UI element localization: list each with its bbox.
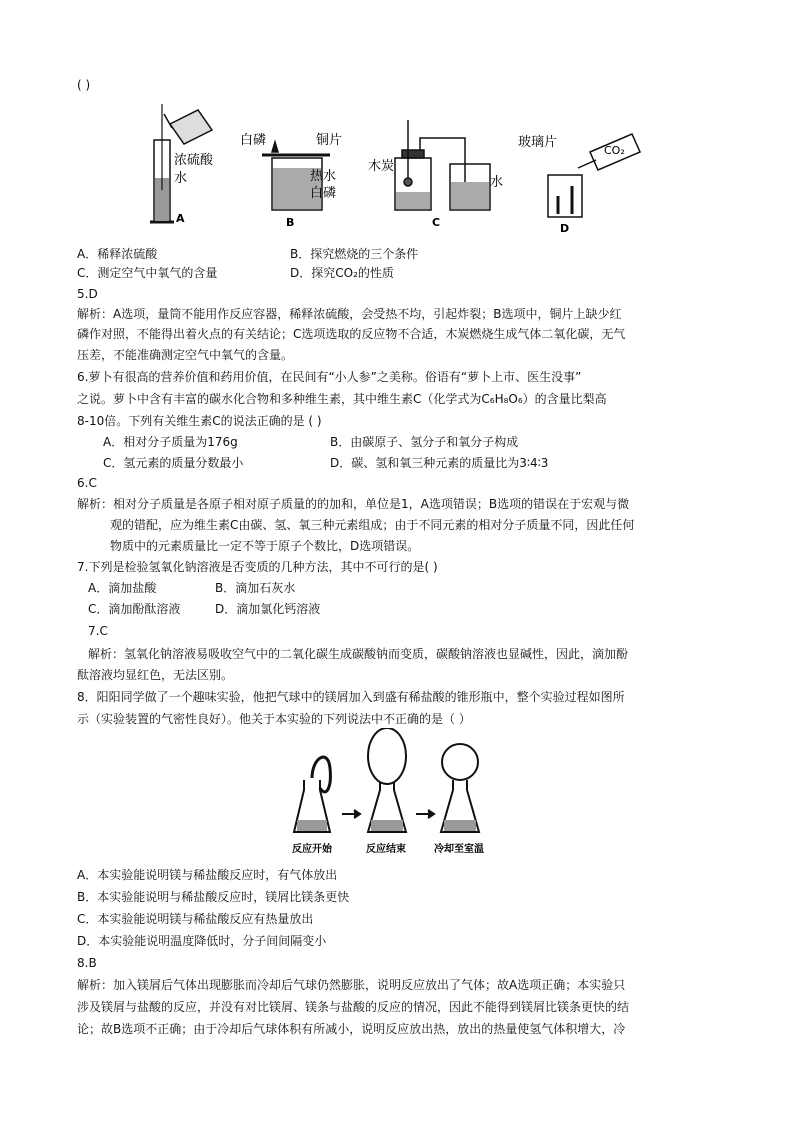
q7-answer: 7.C — [88, 624, 108, 638]
q8-analysis-line: 论；故B选项不正确；由于冷却后气球体积有所减小，说明反应放出热，放出的热量使氢气体积增大，冷 — [77, 1022, 626, 1036]
q8-answer: 8.B — [77, 956, 97, 970]
q8-stem-line: 示（实验装置的气密性良好）。他关于本实验的下列说法中不正确的是（ ） — [77, 712, 471, 726]
q6-analysis-line: 解析：相对分子质量是各原子相对原子质量的的加和，单位是1，A选项错误；B选项的错误在于宏观与微 — [77, 497, 630, 511]
q7-option-d: D．滴加氯化钙溶液 — [215, 602, 321, 616]
label-b-white-phosphorus-2: 白磷 — [310, 186, 337, 201]
q5-option-a: A．稀释浓硫酸 — [77, 247, 158, 261]
q7-analysis-line: 酞溶液均显红色，无法区别。 — [77, 668, 234, 682]
q5-analysis-line: 磷作对照，不能得出着火点的有关结论；C选项选取的反应物不合适，木炭燃烧生成气体二氧化碳，无气 — [77, 327, 626, 341]
label-d-co2: CO₂ — [604, 144, 625, 157]
label-b-letter: B — [286, 216, 295, 229]
label-reaction-start: 反应开始 — [292, 844, 332, 855]
q7-analysis-line: 解析：氢氧化钠溶液易吸收空气中的二氧化碳生成碳酸钠而变质，碳酸钠溶液也显碱性，因此，滴加酚 — [88, 647, 629, 661]
label-c-charcoal: 木炭 — [368, 159, 395, 174]
label-b-hot-water: 热水 — [310, 169, 337, 184]
q5-option-b: B．探究燃烧的三个条件 — [290, 247, 419, 261]
q7-option-c: C．滴加酚酞溶液 — [88, 602, 181, 616]
q8-option-a: A．本实验能说明镁与稀盐酸反应时，有气体放出 — [77, 868, 338, 882]
q6-analysis-line: 物质中的元素质量比一定不等于原子个数比，D选项错误。 — [110, 539, 420, 553]
q6-option-b: B．由碳原子、氢分子和氧分子构成 — [330, 435, 519, 449]
label-b-copper: 铜片 — [316, 133, 343, 148]
q8-option-d: D．本实验能说明温度降低时，分子间间隔变小 — [77, 934, 327, 948]
label-cool-room-temp: 冷却至室温 — [434, 844, 484, 855]
label-reaction-end: 反应结束 — [366, 844, 406, 855]
q5-experiment-figure — [150, 100, 650, 235]
q5-answer-bracket: ( ) — [77, 78, 91, 92]
figure-d-apparatus — [548, 134, 640, 217]
q7-option-a: A．滴加盐酸 — [88, 581, 157, 595]
q8-option-c: C．本实验能说明镁与稀盐酸反应有热量放出 — [77, 912, 314, 926]
q8-balloon-figure — [290, 728, 510, 858]
q8-analysis-line: 解析：加入镁屑后气体出现膨胀而冷却后气球仍然膨胀，说明反应放出了气体；故A选项正确；本实验只 — [77, 978, 626, 992]
q7-option-b: B．滴加石灰水 — [215, 581, 296, 595]
label-a-acid: 浓硫酸 — [174, 153, 214, 168]
q6-stem-line: 8-10倍。下列有关维生素C的说法正确的是 ( ) — [77, 414, 322, 428]
q5-option-d: D．探究CO₂的性质 — [290, 266, 394, 280]
q6-stem-line: 之说。萝卜中含有丰富的碳水化合物和多种维生素，其中维生素C（化学式为C₆H₈O₆）的含量比梨高 — [77, 392, 607, 406]
label-c-letter: C — [432, 216, 441, 229]
q6-stem-line: 6.萝卜有很高的营养价值和药用价值，在民间有“小人参”之美称。俗语有“萝卜上市、医生没事” — [77, 370, 582, 384]
label-a-water: 水 — [174, 171, 188, 186]
q6-analysis-line: 观的错配，应为维生素C由碳、氢、氧三种元素组成；由于不同元素的相对分子质量不同，因此任何 — [110, 518, 635, 532]
q7-stem: 7.下列是检验氢氧化钠溶液是否变质的几种方法，其中不可行的是( ) — [77, 560, 438, 574]
q8-stem-line: 8．阳阳同学做了一个趣味实验，他把气球中的镁屑加入到盛有稀盐酸的锥形瓶中，整个实验过程如图所 — [77, 690, 625, 704]
q8-option-b: B．本实验能说明与稀盐酸反应时，镁屑比镁条更快 — [77, 890, 350, 904]
label-d-letter: D — [560, 222, 570, 235]
q6-option-d: D．碳、氢和氧三种元素的质量比为3∶4∶3 — [330, 456, 549, 470]
label-c-water: 水 — [490, 175, 504, 190]
q5-option-c: C．测定空气中氧气的含量 — [77, 266, 218, 280]
label-d-glass-plate: 玻璃片 — [518, 135, 558, 150]
figure-c-apparatus — [395, 120, 490, 210]
q8-analysis-line: 涉及镁屑与盐酸的反应，并没有对比镁屑、镁条与盐酸的反应的情况，因此不能得到镁屑比镁条更快的结 — [77, 1000, 630, 1014]
q6-answer: 6.C — [77, 476, 97, 490]
label-b-white-phosphorus: 白磷 — [240, 133, 267, 148]
label-a-letter: A — [176, 212, 185, 225]
q6-option-a: A．相对分子质量为176g — [103, 435, 238, 449]
q5-analysis-line: 解析：A选项，量筒不能用作反应容器，稀释浓硫酸，会受热不均，引起炸裂；B选项中，铜片上缺少红 — [77, 307, 622, 321]
q5-answer: 5.D — [77, 287, 98, 301]
q6-option-c: C．氢元素的质量分数最小 — [103, 456, 244, 470]
q5-analysis-line: 压差，不能准确测定空气中氧气的含量。 — [77, 348, 294, 362]
